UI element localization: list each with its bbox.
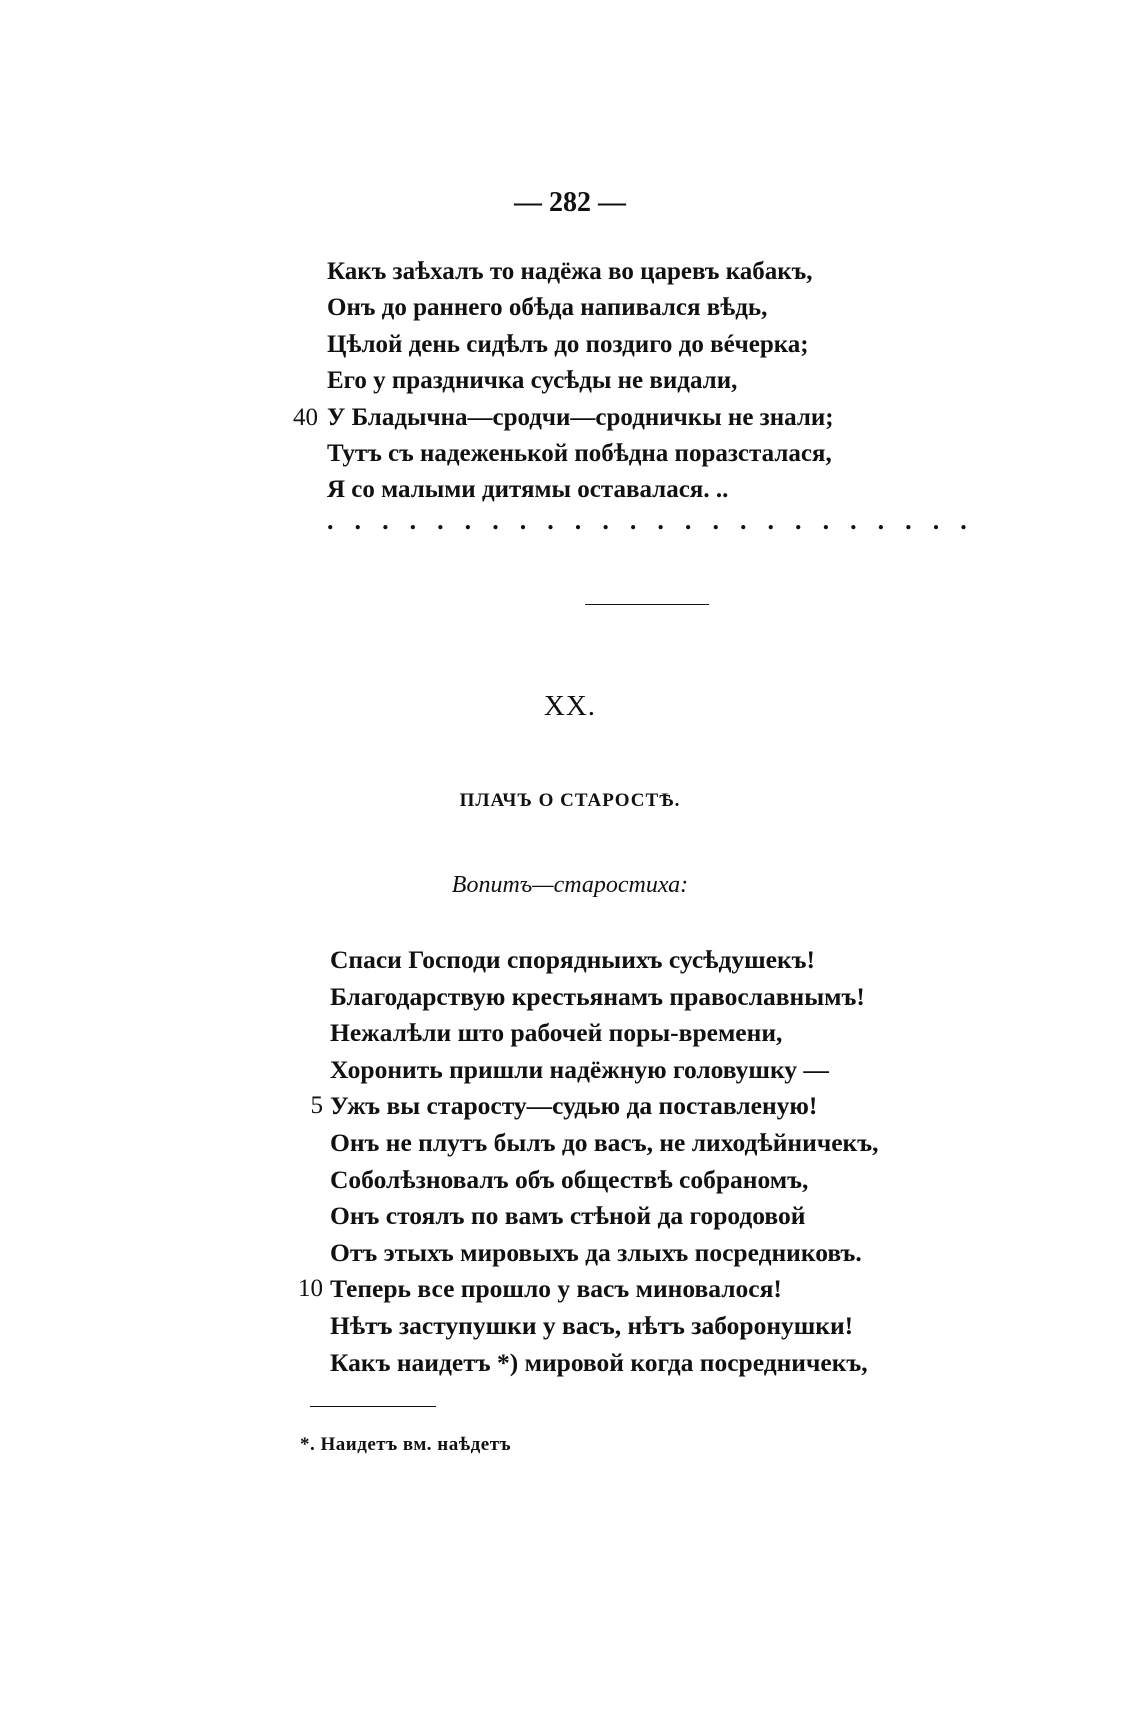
line-text: Благодарствую крестьянамъ православнымъ! [330, 981, 865, 1011]
ellipsis-dot: . [767, 506, 774, 535]
ellipsis-dot: . [657, 506, 664, 535]
verse-line [330, 942, 878, 979]
line-text: Теперь все прошло у васъ миновалося! [330, 1274, 782, 1304]
line-text: У Бладычна—сродчи—сродничкы не знали; [327, 403, 834, 431]
verse-line [330, 1235, 878, 1272]
lament-lines [298, 942, 879, 1381]
ellipsis-dot: . [684, 506, 692, 535]
verse-line [293, 400, 834, 436]
line-text: Онъ не плутъ былъ до васъ, не лиходѣйничекъ, [330, 1127, 879, 1157]
ellipsis-dot: . [739, 506, 747, 535]
ellipsis-dot: . [409, 506, 417, 535]
line-text: Цѣлой день сидѣлъ до поздиго до вéчерка; [327, 330, 809, 358]
section-title: ПЛАЧЪ О СТАРОСТѢ. [459, 790, 681, 811]
line-text: Его у праздничка сусѣды не видали, [327, 367, 738, 395]
section-numeral: XX. [543, 690, 597, 722]
line-text: Спаси Господи спорядныихъ сусѣдушекъ! [330, 945, 816, 974]
ellipsis-dot: . [464, 506, 472, 535]
line-text: Я со малыми дитямы оставалася. .. [327, 476, 729, 504]
ellipsis-row [327, 506, 967, 535]
performer-note: Вопитъ—старостиха: [451, 872, 689, 898]
ellipsis-dot: . [960, 506, 967, 535]
line-text: Нѣтъ заступушки у васъ, нѣтъ заборонушки! [330, 1310, 854, 1340]
ellipsis-dot: . [547, 506, 554, 535]
line-text: Онъ до раннего обѣда напивался вѣдь, [327, 294, 768, 322]
ellipsis-dot: . [905, 506, 912, 535]
line-text: Тутъ съ надеженькой побѣдна поразсталася, [327, 439, 832, 467]
ellipsis-dot: . [382, 506, 389, 535]
verse-line [330, 1052, 878, 1089]
verse-line [327, 290, 834, 326]
ellipsis-dot: . [602, 506, 609, 535]
previous-poem-lines [293, 254, 834, 509]
line-text: Хоронить пришли надёжную головушку — [330, 1054, 829, 1084]
ellipsis-dot: . [437, 506, 444, 535]
line-number: 5 [310, 1092, 323, 1120]
verse-line [310, 1088, 878, 1125]
verse-line [327, 472, 834, 508]
footnote-divider [310, 1406, 436, 1407]
ellipsis-dot: . [519, 506, 527, 535]
verse-line [330, 1162, 878, 1199]
line-text: Какъ заѣхалъ то надёжа во царевъ кабакъ, [327, 258, 813, 285]
line-text: Какъ наидетъ *) мировой когда посредничекъ, [330, 1347, 868, 1377]
line-text: Онъ стоялъ по вамъ стѣной да городовой [330, 1201, 806, 1231]
ellipsis-dot: . [327, 506, 334, 535]
line-text: Отъ этыхъ мировыхъ да злыхъ посредниковъ. [330, 1237, 862, 1267]
ellipsis-dot: . [877, 506, 885, 535]
line-number: 10 [298, 1275, 323, 1303]
line-text: Нежалѣли што рабочей поры-времени, [330, 1018, 783, 1048]
verse-line [330, 1125, 878, 1162]
ellipsis-dot: . [932, 506, 940, 535]
page-number: — 282 — [514, 187, 626, 218]
verse-line [330, 979, 878, 1016]
verse-line [327, 254, 834, 290]
verse-line [330, 1198, 878, 1235]
ellipsis-dot: . [850, 506, 857, 535]
line-number: 40 [293, 403, 318, 431]
ellipsis-dot: . [492, 506, 499, 535]
verse-line [330, 1015, 878, 1052]
ellipsis-dot: . [822, 506, 830, 535]
verse-line [327, 436, 834, 472]
ellipsis-dot: . [629, 506, 637, 535]
ellipsis-dot: . [795, 506, 802, 535]
line-text: Соболѣзновалъ объ обществѣ собраномъ, [330, 1164, 809, 1194]
verse-line [327, 363, 834, 399]
verse-line [330, 1308, 878, 1345]
verse-line [330, 1345, 878, 1382]
ellipsis-dot: . [712, 506, 719, 535]
ellipsis-dot: . [574, 506, 582, 535]
ellipsis-dot: . [354, 506, 362, 535]
verse-line [298, 1271, 878, 1308]
verse-line [327, 327, 834, 363]
section-divider [585, 604, 709, 605]
footnote-text: *. Наидетъ вм. наѣдетъ [300, 1434, 512, 1455]
line-text: Ужъ вы старосту—судью да поставленую! [330, 1091, 818, 1121]
